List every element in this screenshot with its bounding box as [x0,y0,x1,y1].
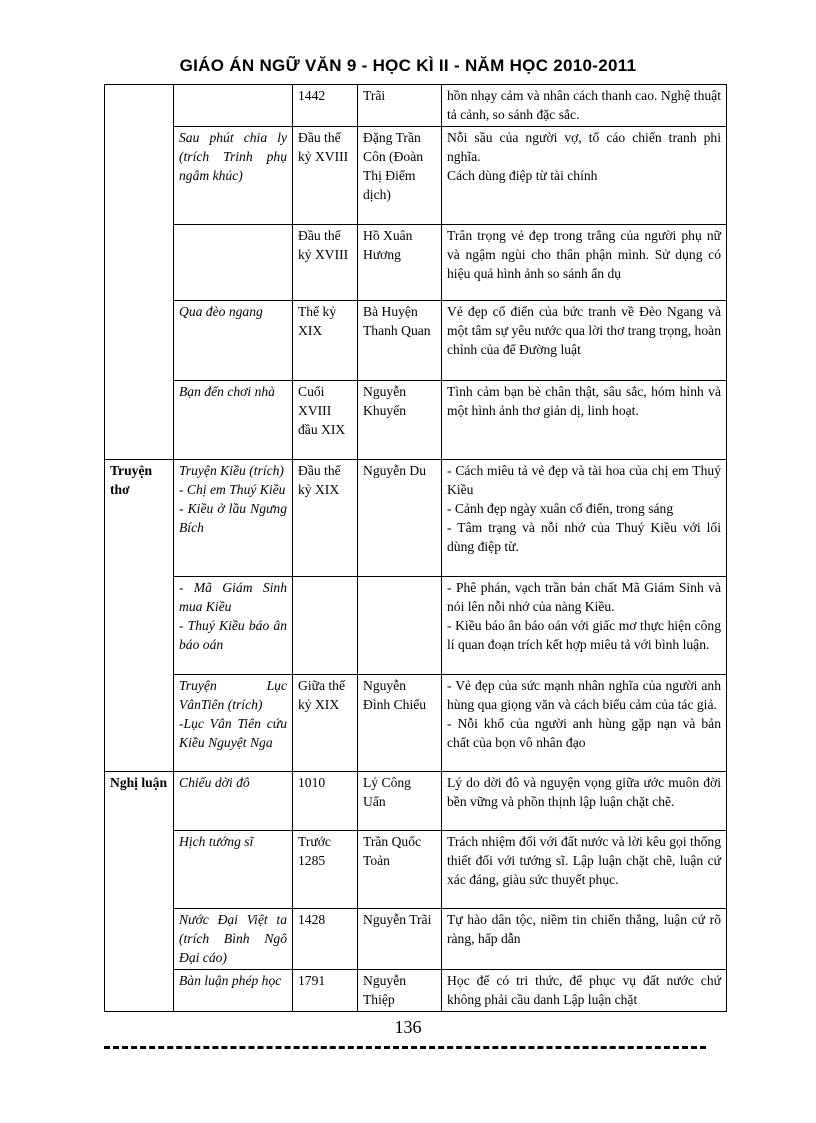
time-text: 1442 [298,88,326,103]
work-cell [174,85,293,127]
content-text: - Cảnh đẹp ngày xuân cổ điển, trong sáng [447,501,674,516]
content-cell [442,301,727,381]
work-cell [174,675,293,772]
table-row [105,301,727,381]
work-cell [174,909,293,970]
time-text: 1010 [298,775,326,790]
content-text: - Kiều báo ân báo oán với giấc mơ thực hiện công lí quan đoạn trích kết hợp miêu tả với bình luận. [447,618,721,652]
work-title: Sau phút chia ly (trích Trinh phụ ngâm khúc) [179,130,287,183]
table-row [105,225,727,301]
table-row [105,909,727,970]
author-cell [358,831,442,909]
author-text: Trần Quốc Toản [363,834,422,868]
content-text: Tự hào dân tộc, niềm tin chiến thắng, luận cứ rõ ràng, hấp dẫn [447,912,721,946]
author-text: Trãi [363,88,386,103]
time-text: Đầu thế kỷ XVIII [298,130,349,164]
content-text: - Nỗi khổ của người anh hùng gặp nạn và bản chất của bọn vô nhân đạo [447,716,721,750]
author-text: Đặng Trần Côn (Đoàn Thị Điểm dịch) [363,130,424,202]
author-cell [358,772,442,831]
genre-label: Truyện thơ [110,463,153,497]
table-row [105,831,727,909]
content-cell [442,675,727,772]
time-cell [293,577,358,675]
content-text: Cách dùng điệp từ tài chính [447,168,598,183]
table-row [105,970,727,1012]
content-cell [442,909,727,970]
content-text: Trách nhiệm đối với đất nước và lời kêu gọi thống thiết đối với tướng sĩ. Lập luận chặt chẽ, luận cứ xác đáng, giàu sức thuyết phục. [447,834,721,887]
content-cell [442,772,727,831]
table-row [105,381,727,460]
content-text: - Phê phán, vạch trần bản chất Mã Giám Sinh và nói lên nỗi nhớ của nàng Kiều. [447,580,721,614]
author-cell [358,381,442,460]
work-cell [174,301,293,381]
work-title: -Lục Vân Tiên cứu Kiều Nguyệt Nga [179,716,287,750]
content-cell [442,577,727,675]
content-text: Vẻ đẹp cổ điển của bức tranh về Đèo Ngang và một tâm sự yêu nước qua lời thơ trang trọng, hoàn chỉnh của để Đường luật [447,304,721,357]
author-cell [358,301,442,381]
content-text: Trân trọng vẻ đẹp trong trắng của người phụ nữ và ngậm ngùi cho thân phận mình. Sử dụng có hiệu quả hình ảnh so sánh ẩn dụ [447,228,721,281]
content-text: - Vẻ đẹp của sức mạnh nhân nghĩa của người anh hùng qua giọng văn và cách biểu cảm của tác giả. [447,678,721,712]
work-title: Qua đèo ngang [179,304,263,319]
table-row [105,85,727,127]
author-cell [358,577,442,675]
table-row [105,577,727,675]
time-cell [293,381,358,460]
work-cell [174,460,293,577]
content-cell [442,460,727,577]
time-text: Cuối XVIII đầu XIX [298,384,346,437]
content-text: Tình cảm bạn bè chân thật, sâu sắc, hóm hỉnh và một hình ảnh thơ giản dị, linh hoạt. [447,384,721,418]
genre-cell [105,772,174,1012]
author-text: Nguyễn Khuyến [363,384,407,418]
table-row [105,127,727,225]
footer-divider [104,1046,706,1049]
content-cell [442,225,727,301]
page-number: 136 [394,1017,422,1037]
time-text: Giữa thế kỷ XIX [298,678,346,712]
page-header: GIÁO ÁN NGỮ VĂN 9 - HỌC KÌ II - NĂM HỌC 2010-2011 [179,56,637,75]
content-cell [442,831,727,909]
table-row [105,772,727,831]
author-text: Nguyễn Trãi [363,912,432,927]
work-title: Chiếu dời đô [179,775,250,790]
work-cell [174,381,293,460]
author-text: Nguyễn Thiệp [363,973,407,1007]
author-text: Bà Huyện Thanh Quan [363,304,431,338]
author-cell [358,909,442,970]
content-cell [442,127,727,225]
time-cell [293,831,358,909]
author-cell [358,127,442,225]
genre-cell [105,460,174,772]
time-text: Thế kỷ XIX [298,304,337,338]
content-text: - Tâm trạng và nỗi nhớ của Thuý Kiều với lối dùng điệp từ. [447,520,721,554]
content-text: Nỗi sầu của người vợ, tố cáo chiến tranh phi nghĩa. [447,130,721,164]
work-title: Truyện Lục VânTiên (trích) [179,678,287,712]
work-title: Hịch tướng sĩ [179,834,254,849]
work-title: Bạn đến chơi nhà [179,384,275,399]
time-cell [293,225,358,301]
work-cell [174,970,293,1012]
author-text: Nguyễn Du [363,463,427,478]
genre-label: Nghị luận [110,775,168,790]
work-title: Truyện Kiều (trích) [179,463,284,478]
author-cell [358,970,442,1012]
time-cell [293,85,358,127]
work-cell [174,772,293,831]
author-cell [358,460,442,577]
time-text: 1791 [298,973,326,988]
table-row [105,460,727,577]
content-cell [442,381,727,460]
content-cell [442,970,727,1012]
work-cell [174,225,293,301]
work-cell [174,127,293,225]
work-cell [174,577,293,675]
table-row [105,675,727,772]
time-cell [293,460,358,577]
work-title: Bàn luận phép học [179,973,282,988]
author-text: Hồ Xuân Hương [363,228,413,262]
author-text: Nguyễn Đình Chiểu [363,678,427,712]
content-text: Học để có tri thức, để phục vụ đất nước chứ không phải cầu danh Lập luận chặt [447,973,721,1007]
work-title: - Thuý Kiều báo ân báo oán [179,618,287,652]
author-text: Lý Công Uẩn [363,775,411,809]
literature-table [104,84,727,1012]
time-text: Đầu thế kỷ XIX [298,463,341,497]
time-cell [293,772,358,831]
work-title: - Kiều ở lầu Ngưng Bích [179,501,287,535]
content-text: Lý do dời đô và nguyện vọng giữa ước muôn đời bền vững và phồn thịnh lập luận chặt chẽ. [447,775,721,809]
author-cell [358,225,442,301]
time-cell [293,127,358,225]
work-cell [174,831,293,909]
time-text: Trước 1285 [298,834,331,868]
content-text: - Cách miêu tả vẻ đẹp và tài hoa của chị em Thuý Kiều [447,463,721,497]
time-text: Đầu thế kỷ XVIII [298,228,349,262]
author-cell [358,675,442,772]
time-cell [293,909,358,970]
work-title: Nước Đại Việt ta (trích Bình Ngô Đại cáo) [179,912,287,965]
content-text: hồn nhạy cảm và nhân cách thanh cao. Nghệ thuật tả cảnh, so sánh đặc sắc. [447,88,721,122]
time-cell [293,970,358,1012]
time-text: 1428 [298,912,326,927]
time-cell [293,675,358,772]
content-cell [442,85,727,127]
work-title: - Chị em Thuý Kiều [179,482,286,497]
work-title: - Mã Giám Sinh mua Kiều [179,580,287,614]
time-cell [293,301,358,381]
genre-cell [105,85,174,460]
author-cell [358,85,442,127]
